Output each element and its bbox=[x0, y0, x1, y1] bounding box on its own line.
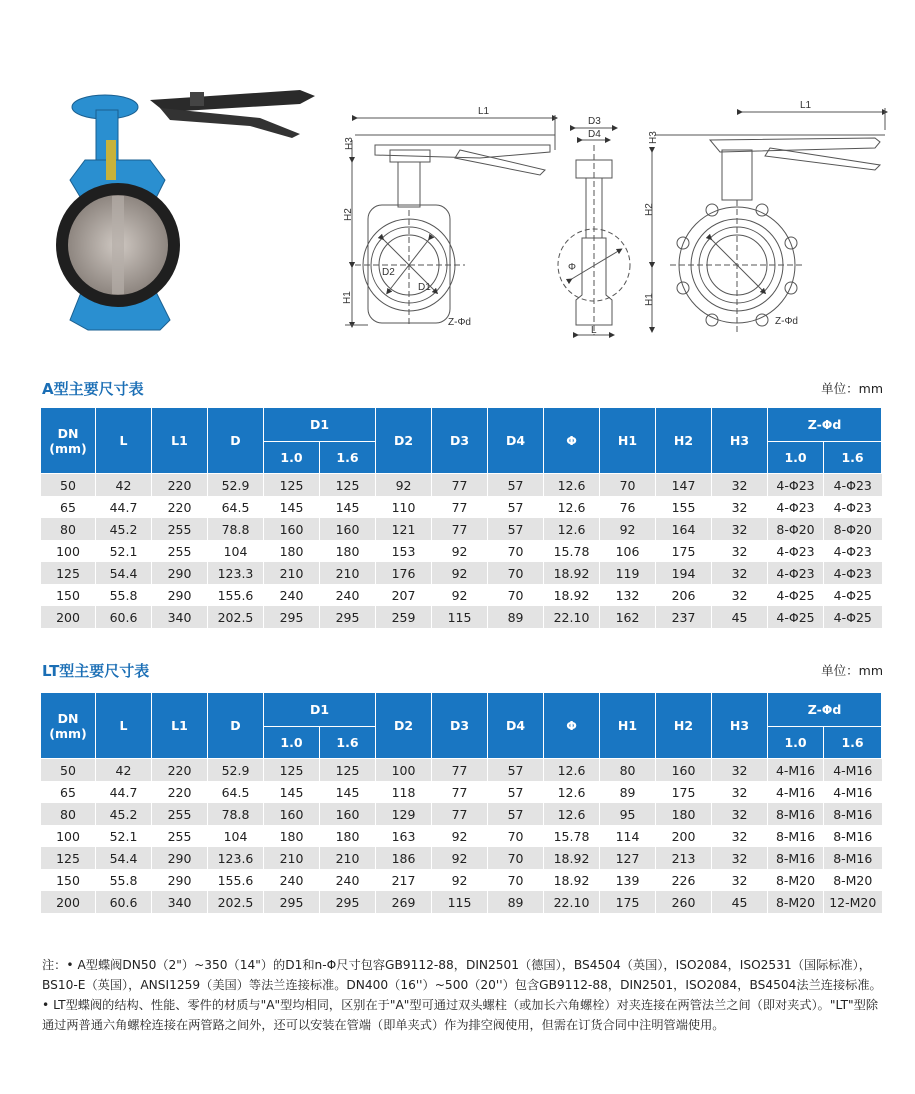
table-cell: 18.92 bbox=[544, 847, 600, 869]
label-d2: D2 bbox=[382, 267, 395, 278]
table-cell: 110 bbox=[376, 496, 432, 518]
table-cell: 155 bbox=[656, 496, 712, 518]
table-cell: 76 bbox=[600, 496, 656, 518]
table-cell: 15.78 bbox=[544, 825, 600, 847]
header-d1-16: 1.6 bbox=[320, 727, 376, 759]
table-cell: 200 bbox=[41, 606, 96, 628]
table-row bbox=[41, 869, 882, 891]
valve-photo bbox=[56, 90, 315, 330]
table-cell: 12.6 bbox=[544, 803, 600, 825]
header-dn: DN (mm) bbox=[41, 408, 96, 474]
table-cell: 4-M16 bbox=[824, 781, 882, 803]
table-cell: 160 bbox=[656, 759, 712, 782]
table-cell: 52.1 bbox=[96, 540, 152, 562]
table-cell: 50 bbox=[41, 759, 96, 782]
header-d1-10: 1.0 bbox=[264, 727, 320, 759]
note-1: 注：• A型蝶阀DN50（2"）~350（14"）的D1和n-Φ尺寸包容GB9112-88，DIN2501（德国），BS4504（英国），ISO2084，ISO2531（国际标准），BS10-E（英国），ANSI1259（美国）等法兰连接标准。DN400（16''）~500（20''）包含GB9112-88，DIN2501，ISO2084，BS4504法兰连接标准。 bbox=[42, 958, 882, 992]
header-h2: H2 bbox=[656, 693, 712, 759]
table-cell: 104 bbox=[208, 540, 264, 562]
header-d1: D1 bbox=[264, 693, 376, 727]
table-cell: 295 bbox=[264, 606, 320, 628]
table-cell: 202.5 bbox=[208, 606, 264, 628]
table-cell: 220 bbox=[152, 474, 208, 497]
label-l1: L1 bbox=[478, 106, 490, 117]
table-cell: 32 bbox=[712, 847, 768, 869]
table-cell: 217 bbox=[376, 869, 432, 891]
table-cell: 44.7 bbox=[96, 496, 152, 518]
header-z: Z-Φd bbox=[768, 408, 882, 442]
table-cell: 202.5 bbox=[208, 891, 264, 913]
table-row bbox=[41, 847, 882, 869]
header-d3: D3 bbox=[432, 693, 488, 759]
header-l: L bbox=[96, 693, 152, 759]
header-phi: Φ bbox=[544, 693, 600, 759]
table-cell: 80 bbox=[41, 803, 96, 825]
table-row bbox=[41, 759, 882, 782]
table-cell: 210 bbox=[264, 847, 320, 869]
table-cell: 145 bbox=[320, 496, 376, 518]
table-cell: 70 bbox=[488, 584, 544, 606]
table-cell: 115 bbox=[432, 606, 488, 628]
header-d: D bbox=[208, 693, 264, 759]
header-z-10: 1.0 bbox=[768, 442, 824, 474]
table-cell: 92 bbox=[432, 825, 488, 847]
table-lt-body bbox=[41, 759, 882, 914]
label-phi: Φ bbox=[568, 262, 576, 273]
table-cell: 8-Φ20 bbox=[768, 518, 824, 540]
table-cell: 147 bbox=[656, 474, 712, 497]
table-cell: 4-Φ25 bbox=[824, 606, 882, 628]
table-cell: 70 bbox=[488, 847, 544, 869]
table-cell: 32 bbox=[712, 518, 768, 540]
table-cell: 255 bbox=[152, 803, 208, 825]
table-cell: 45.2 bbox=[96, 518, 152, 540]
label-h3: H3 bbox=[344, 137, 355, 150]
table-cell: 45.2 bbox=[96, 803, 152, 825]
label-h2: H2 bbox=[343, 208, 354, 221]
table-cell: 145 bbox=[264, 496, 320, 518]
table-cell: 255 bbox=[152, 518, 208, 540]
table-cell: 139 bbox=[600, 869, 656, 891]
table-cell: 121 bbox=[376, 518, 432, 540]
table-cell: 240 bbox=[264, 869, 320, 891]
table-cell: 32 bbox=[712, 825, 768, 847]
table-cell: 42 bbox=[96, 474, 152, 497]
table-cell: 8-M20 bbox=[768, 869, 824, 891]
table-cell: 92 bbox=[432, 562, 488, 584]
label-h1-lt: H1 bbox=[644, 293, 655, 306]
table-cell: 4-Φ23 bbox=[768, 540, 824, 562]
table-cell: 123.3 bbox=[208, 562, 264, 584]
table-cell: 54.4 bbox=[96, 847, 152, 869]
table-cell: 44.7 bbox=[96, 781, 152, 803]
table-cell: 4-M16 bbox=[824, 759, 882, 782]
header-phi: Φ bbox=[544, 408, 600, 474]
table-row bbox=[41, 606, 882, 628]
table-cell: 22.10 bbox=[544, 891, 600, 913]
table-cell: 80 bbox=[600, 759, 656, 782]
table-row bbox=[41, 540, 882, 562]
table-cell: 92 bbox=[432, 869, 488, 891]
table-cell: 164 bbox=[656, 518, 712, 540]
table-cell: 52.1 bbox=[96, 825, 152, 847]
table-cell: 55.8 bbox=[96, 869, 152, 891]
table-cell: 57 bbox=[488, 474, 544, 497]
label-h1: H1 bbox=[342, 291, 353, 304]
table-cell: 186 bbox=[376, 847, 432, 869]
table-cell: 150 bbox=[41, 869, 96, 891]
header-d2: D2 bbox=[376, 693, 432, 759]
table-cell: 4-Φ25 bbox=[768, 606, 824, 628]
table-cell: 175 bbox=[656, 781, 712, 803]
label-zphi: Z-Φd bbox=[448, 317, 471, 328]
table-lt bbox=[40, 692, 882, 913]
table-cell: 4-Φ23 bbox=[768, 496, 824, 518]
table-cell: 95 bbox=[600, 803, 656, 825]
table-cell: 4-Φ23 bbox=[824, 540, 882, 562]
table-cell: 125 bbox=[320, 474, 376, 497]
table-cell: 65 bbox=[41, 496, 96, 518]
table-cell: 176 bbox=[376, 562, 432, 584]
table-cell: 295 bbox=[264, 891, 320, 913]
table-cell: 210 bbox=[320, 562, 376, 584]
table-cell: 180 bbox=[264, 540, 320, 562]
table-cell: 4-M16 bbox=[768, 781, 824, 803]
table-lt-title: LT型主要尺寸表 bbox=[42, 662, 150, 680]
table-cell: 162 bbox=[600, 606, 656, 628]
table-row bbox=[41, 584, 882, 606]
table-cell: 295 bbox=[320, 891, 376, 913]
table-cell: 42 bbox=[96, 759, 152, 782]
table-cell: 100 bbox=[376, 759, 432, 782]
table-cell: 290 bbox=[152, 847, 208, 869]
table-cell: 295 bbox=[320, 606, 376, 628]
label-l: L bbox=[591, 325, 597, 336]
table-cell: 12.6 bbox=[544, 759, 600, 782]
table-cell: 118 bbox=[376, 781, 432, 803]
header-l1: L1 bbox=[152, 693, 208, 759]
header-z: Z-Φd bbox=[768, 693, 882, 727]
table-a-unit: 单位：mm bbox=[821, 381, 883, 396]
table-cell: 18.92 bbox=[544, 869, 600, 891]
table-cell: 104 bbox=[208, 825, 264, 847]
note-2: • LT型蝶阀的结构、性能、零件的材质与"A"型均相同，区别在于"A"型可通过双头螺柱（或加长六角螺栓）对夹连接在两管法兰之间（即对夹式）。"LT"型除通过两普通六角螺栓连接在两管路之间外，还可以安装在管端（即单夹式）作为排空阀使用，但需在订货合同中注明管端使用。 bbox=[42, 998, 879, 1032]
table-cell: 52.9 bbox=[208, 759, 264, 782]
table-cell: 12.6 bbox=[544, 518, 600, 540]
table-cell: 194 bbox=[656, 562, 712, 584]
table-cell: 220 bbox=[152, 496, 208, 518]
table-cell: 8-Φ20 bbox=[824, 518, 882, 540]
table-cell: 160 bbox=[320, 518, 376, 540]
table-cell: 32 bbox=[712, 781, 768, 803]
table-cell: 4-Φ23 bbox=[768, 474, 824, 497]
table-cell: 269 bbox=[376, 891, 432, 913]
label-d3: D3 bbox=[588, 116, 601, 127]
drawing-side bbox=[558, 128, 630, 335]
header-z-16: 1.6 bbox=[824, 727, 882, 759]
table-cell: 4-Φ25 bbox=[768, 584, 824, 606]
table-cell: 125 bbox=[320, 759, 376, 782]
table-cell: 12.6 bbox=[544, 781, 600, 803]
header-d4: D4 bbox=[488, 408, 544, 474]
table-cell: 32 bbox=[712, 496, 768, 518]
table-cell: 132 bbox=[600, 584, 656, 606]
drawing-front-a bbox=[345, 115, 555, 325]
table-row bbox=[41, 781, 882, 803]
table-cell: 77 bbox=[432, 496, 488, 518]
header-d3: D3 bbox=[432, 408, 488, 474]
table-cell: 57 bbox=[488, 518, 544, 540]
table-cell: 89 bbox=[488, 891, 544, 913]
table-cell: 8-M16 bbox=[824, 847, 882, 869]
table-cell: 255 bbox=[152, 540, 208, 562]
label-h3-lt: H3 bbox=[648, 131, 659, 144]
table-cell: 175 bbox=[600, 891, 656, 913]
table-cell: 57 bbox=[488, 496, 544, 518]
table-cell: 160 bbox=[264, 518, 320, 540]
table-cell: 125 bbox=[264, 759, 320, 782]
table-cell: 240 bbox=[320, 584, 376, 606]
header-d1-16: 1.6 bbox=[320, 442, 376, 474]
table-cell: 45 bbox=[712, 891, 768, 913]
table-cell: 70 bbox=[600, 474, 656, 497]
table-cell: 32 bbox=[712, 540, 768, 562]
table-cell: 155.6 bbox=[208, 584, 264, 606]
header-d4: D4 bbox=[488, 693, 544, 759]
table-cell: 12.6 bbox=[544, 496, 600, 518]
table-cell: 57 bbox=[488, 781, 544, 803]
table-cell: 160 bbox=[320, 803, 376, 825]
header-h2: H2 bbox=[656, 408, 712, 474]
label-h2-lt: H2 bbox=[644, 203, 655, 216]
table-cell: 150 bbox=[41, 584, 96, 606]
table-cell: 123.6 bbox=[208, 847, 264, 869]
table-cell: 4-Φ23 bbox=[824, 562, 882, 584]
table-cell: 8-M16 bbox=[824, 825, 882, 847]
table-cell: 92 bbox=[432, 847, 488, 869]
header-dn: DN (mm) bbox=[41, 693, 96, 759]
table-cell: 290 bbox=[152, 562, 208, 584]
header-d1-10: 1.0 bbox=[264, 442, 320, 474]
header-d2: D2 bbox=[376, 408, 432, 474]
table-row bbox=[41, 803, 882, 825]
table-cell: 70 bbox=[488, 825, 544, 847]
table-cell: 4-M16 bbox=[768, 759, 824, 782]
table-cell: 213 bbox=[656, 847, 712, 869]
table-cell: 125 bbox=[41, 847, 96, 869]
header-l: L bbox=[96, 408, 152, 474]
table-cell: 100 bbox=[41, 540, 96, 562]
table-cell: 65 bbox=[41, 781, 96, 803]
table-cell: 64.5 bbox=[208, 781, 264, 803]
table-cell: 127 bbox=[600, 847, 656, 869]
table-cell: 220 bbox=[152, 759, 208, 782]
table-cell: 54.4 bbox=[96, 562, 152, 584]
table-row bbox=[41, 825, 882, 847]
label-l1-lt: L1 bbox=[800, 100, 812, 111]
table-row bbox=[41, 496, 882, 518]
table-row bbox=[41, 891, 882, 913]
table-cell: 106 bbox=[600, 540, 656, 562]
table-cell: 160 bbox=[264, 803, 320, 825]
table-cell: 237 bbox=[656, 606, 712, 628]
table-cell: 92 bbox=[600, 518, 656, 540]
table-cell: 145 bbox=[320, 781, 376, 803]
table-cell: 290 bbox=[152, 869, 208, 891]
table-cell: 4-Φ25 bbox=[824, 584, 882, 606]
table-cell: 210 bbox=[264, 562, 320, 584]
table-cell: 80 bbox=[41, 518, 96, 540]
table-cell: 153 bbox=[376, 540, 432, 562]
drawing-front-lt bbox=[652, 108, 885, 332]
header-d: D bbox=[208, 408, 264, 474]
table-a-body bbox=[41, 474, 882, 629]
table-cell: 259 bbox=[376, 606, 432, 628]
valve-figures bbox=[0, 0, 915, 365]
table-cell: 200 bbox=[656, 825, 712, 847]
header-h3: H3 bbox=[712, 408, 768, 474]
table-cell: 12-M20 bbox=[824, 891, 882, 913]
table-cell: 78.8 bbox=[208, 803, 264, 825]
header-d1: D1 bbox=[264, 408, 376, 442]
table-cell: 180 bbox=[656, 803, 712, 825]
table-cell: 22.10 bbox=[544, 606, 600, 628]
table-cell: 77 bbox=[432, 759, 488, 782]
table-cell: 64.5 bbox=[208, 496, 264, 518]
table-a bbox=[40, 407, 882, 628]
table-cell: 45 bbox=[712, 606, 768, 628]
table-cell: 340 bbox=[152, 891, 208, 913]
table-cell: 119 bbox=[600, 562, 656, 584]
table-cell: 240 bbox=[320, 869, 376, 891]
table-cell: 60.6 bbox=[96, 606, 152, 628]
table-cell: 4-Φ23 bbox=[824, 474, 882, 497]
table-cell: 57 bbox=[488, 803, 544, 825]
table-cell: 77 bbox=[432, 474, 488, 497]
table-cell: 70 bbox=[488, 562, 544, 584]
table-cell: 210 bbox=[320, 847, 376, 869]
figure-area bbox=[0, 0, 915, 365]
table-cell: 115 bbox=[432, 891, 488, 913]
table-cell: 32 bbox=[712, 474, 768, 497]
table-cell: 4-Φ23 bbox=[824, 496, 882, 518]
table-cell: 200 bbox=[41, 891, 96, 913]
table-cell: 32 bbox=[712, 562, 768, 584]
header-z-16: 1.6 bbox=[824, 442, 882, 474]
table-cell: 32 bbox=[712, 584, 768, 606]
table-cell: 77 bbox=[432, 518, 488, 540]
table-cell: 89 bbox=[600, 781, 656, 803]
table-cell: 77 bbox=[432, 803, 488, 825]
table-cell: 125 bbox=[41, 562, 96, 584]
table-cell: 100 bbox=[41, 825, 96, 847]
table-cell: 207 bbox=[376, 584, 432, 606]
header-h1: H1 bbox=[600, 693, 656, 759]
table-cell: 52.9 bbox=[208, 474, 264, 497]
table-cell: 340 bbox=[152, 606, 208, 628]
table-cell: 180 bbox=[320, 540, 376, 562]
table-row bbox=[41, 562, 882, 584]
header-h1: H1 bbox=[600, 408, 656, 474]
table-cell: 78.8 bbox=[208, 518, 264, 540]
table-cell: 89 bbox=[488, 606, 544, 628]
label-d1: D1 bbox=[418, 282, 431, 293]
table-cell: 55.8 bbox=[96, 584, 152, 606]
table-cell: 163 bbox=[376, 825, 432, 847]
table-cell: 70 bbox=[488, 540, 544, 562]
table-cell: 290 bbox=[152, 584, 208, 606]
table-cell: 50 bbox=[41, 474, 96, 497]
table-lt-unit: 单位：mm bbox=[821, 663, 883, 678]
table-cell: 129 bbox=[376, 803, 432, 825]
table-cell: 206 bbox=[656, 584, 712, 606]
header-z-10: 1.0 bbox=[768, 727, 824, 759]
table-cell: 8-M16 bbox=[768, 825, 824, 847]
table-cell: 180 bbox=[320, 825, 376, 847]
table-cell: 255 bbox=[152, 825, 208, 847]
table-row bbox=[41, 474, 882, 497]
table-cell: 180 bbox=[264, 825, 320, 847]
header-h3: H3 bbox=[712, 693, 768, 759]
table-cell: 8-M20 bbox=[824, 869, 882, 891]
table-row bbox=[41, 518, 882, 540]
table-cell: 240 bbox=[264, 584, 320, 606]
table-cell: 8-M16 bbox=[768, 803, 824, 825]
label-d4: D4 bbox=[588, 129, 601, 140]
table-cell: 92 bbox=[376, 474, 432, 497]
label-zphi-lt: Z-Φd bbox=[775, 316, 798, 327]
table-cell: 18.92 bbox=[544, 562, 600, 584]
table-cell: 4-Φ23 bbox=[768, 562, 824, 584]
table-cell: 57 bbox=[488, 759, 544, 782]
table-cell: 60.6 bbox=[96, 891, 152, 913]
table-cell: 32 bbox=[712, 869, 768, 891]
table-cell: 32 bbox=[712, 803, 768, 825]
table-a-title: A型主要尺寸表 bbox=[42, 380, 144, 398]
table-cell: 77 bbox=[432, 781, 488, 803]
table-cell: 175 bbox=[656, 540, 712, 562]
table-cell: 114 bbox=[600, 825, 656, 847]
table-cell: 18.92 bbox=[544, 584, 600, 606]
header-l1: L1 bbox=[152, 408, 208, 474]
table-cell: 155.6 bbox=[208, 869, 264, 891]
table-cell: 226 bbox=[656, 869, 712, 891]
table-cell: 125 bbox=[264, 474, 320, 497]
table-cell: 260 bbox=[656, 891, 712, 913]
table-cell: 220 bbox=[152, 781, 208, 803]
table-cell: 12.6 bbox=[544, 474, 600, 497]
table-cell: 8-M16 bbox=[824, 803, 882, 825]
notes bbox=[42, 955, 884, 1035]
table-cell: 8-M20 bbox=[768, 891, 824, 913]
table-cell: 8-M16 bbox=[768, 847, 824, 869]
table-cell: 15.78 bbox=[544, 540, 600, 562]
table-cell: 145 bbox=[264, 781, 320, 803]
table-cell: 32 bbox=[712, 759, 768, 782]
table-cell: 92 bbox=[432, 540, 488, 562]
table-cell: 92 bbox=[432, 584, 488, 606]
table-cell: 70 bbox=[488, 869, 544, 891]
